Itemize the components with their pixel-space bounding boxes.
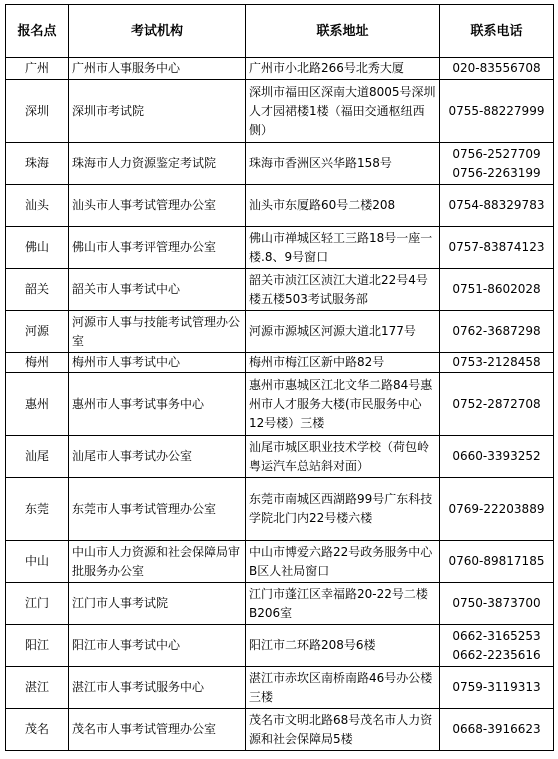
cell-phone bbox=[440, 436, 554, 478]
cell-org: 河源市人事与技能考试管理办公室 bbox=[69, 311, 246, 353]
cell-city: 深圳 bbox=[6, 80, 69, 143]
cell-city: 江门 bbox=[6, 583, 69, 625]
phone-number: 0756-2527709 bbox=[452, 146, 541, 161]
cell-org: 汕头市人事考试管理办公室 bbox=[69, 185, 246, 227]
cell-address: 深圳市福田区深南大道8005号深圳人才园裙楼1楼（福田交通枢纽西侧） bbox=[246, 80, 440, 143]
header-row bbox=[6, 5, 554, 58]
cell-city: 湛江 bbox=[6, 667, 69, 709]
cell-city: 佛山 bbox=[6, 227, 69, 269]
table-row bbox=[6, 353, 554, 373]
table-row bbox=[6, 269, 554, 311]
table-row bbox=[6, 625, 554, 667]
cell-city: 茂名 bbox=[6, 709, 69, 751]
phone-number: 0662-3165253 bbox=[452, 628, 541, 643]
cell-org: 阳江市人事考试中心 bbox=[69, 625, 246, 667]
cell-city: 韶关 bbox=[6, 269, 69, 311]
cell-address: 阳江市二环路208号6楼 bbox=[246, 625, 440, 667]
table-row bbox=[6, 709, 554, 751]
cell-address: 中山市博爱六路22号政务服务中心B区人社局窗口 bbox=[246, 541, 440, 583]
table-row bbox=[6, 58, 554, 80]
cell-org: 广州市人事服务中心 bbox=[69, 58, 246, 80]
cell-address: 佛山市禅城区轻工三路18号一座一楼.8、9号窗口 bbox=[246, 227, 440, 269]
cell-org: 珠海市人力资源鉴定考试院 bbox=[69, 143, 246, 185]
cell-city: 珠海 bbox=[6, 143, 69, 185]
cell-org: 汕尾市人事考试办公室 bbox=[69, 436, 246, 478]
cell-address: 广州市小北路266号北秀大厦 bbox=[246, 58, 440, 80]
table-row bbox=[6, 667, 554, 709]
phone-number: 0668-3916623 bbox=[452, 722, 541, 736]
table-row bbox=[6, 80, 554, 143]
cell-phone bbox=[440, 667, 554, 709]
cell-org: 佛山市人事考评管理办公室 bbox=[69, 227, 246, 269]
cell-phone bbox=[440, 311, 554, 353]
cell-org: 江门市人事考试院 bbox=[69, 583, 246, 625]
phone-number: 0751-8602028 bbox=[452, 282, 541, 296]
cell-address: 江门市蓬江区幸福路20-22号二楼B206室 bbox=[246, 583, 440, 625]
table-row bbox=[6, 311, 554, 353]
exam-contact-table-wrapper bbox=[5, 4, 553, 751]
cell-phone bbox=[440, 541, 554, 583]
phone-number: 0756-2263199 bbox=[452, 165, 541, 180]
table-row bbox=[6, 185, 554, 227]
cell-address: 湛江市赤坎区南桥南路46号办公楼三楼 bbox=[246, 667, 440, 709]
phone-number: 0769-22203889 bbox=[448, 501, 545, 516]
header-address: 联系地址 bbox=[246, 5, 440, 58]
cell-org: 湛江市人事考试服务中心 bbox=[69, 667, 246, 709]
table-body bbox=[6, 58, 554, 751]
cell-org: 韶关市人事考试中心 bbox=[69, 269, 246, 311]
phone-number: 0660-3393252 bbox=[452, 449, 541, 463]
cell-address: 梅州市梅江区新中路82号 bbox=[246, 353, 440, 373]
phone-number: 0757-83874123 bbox=[448, 240, 545, 254]
cell-org: 惠州市人事考试事务中心 bbox=[69, 373, 246, 436]
table-row bbox=[6, 478, 554, 541]
cell-org: 深圳市考试院 bbox=[69, 80, 246, 143]
cell-address: 韶关市浈江区浈江大道北22号4号楼五楼503考试服务部 bbox=[246, 269, 440, 311]
table-row bbox=[6, 541, 554, 583]
cell-city: 汕尾 bbox=[6, 436, 69, 478]
cell-city: 惠州 bbox=[6, 373, 69, 436]
cell-city: 梅州 bbox=[6, 353, 69, 373]
cell-org: 梅州市人事考试中心 bbox=[69, 353, 246, 373]
cell-city: 东莞 bbox=[6, 478, 69, 541]
header-phone: 联系电话 bbox=[440, 5, 554, 58]
cell-phone bbox=[440, 353, 554, 373]
cell-address: 汕尾市城区职业技术学校（荷包岭粤运汽车总站斜对面） bbox=[246, 436, 440, 478]
cell-city: 阳江 bbox=[6, 625, 69, 667]
phone-number: 0760-89817185 bbox=[448, 554, 545, 568]
cell-address: 惠州市惠城区江北文华二路84号惠州市人才服务大楼(市民服务中心12号楼）三楼 bbox=[246, 373, 440, 436]
table-row bbox=[6, 583, 554, 625]
cell-city: 河源 bbox=[6, 311, 69, 353]
phone-number: 0762-3687298 bbox=[452, 324, 541, 338]
table-row bbox=[6, 436, 554, 478]
phone-number: 0750-3873700 bbox=[452, 596, 541, 610]
cell-city: 汕头 bbox=[6, 185, 69, 227]
cell-phone bbox=[440, 185, 554, 227]
cell-phone bbox=[440, 709, 554, 751]
phone-number: 0752-2872708 bbox=[452, 396, 541, 411]
cell-address: 珠海市香洲区兴华路158号 bbox=[246, 143, 440, 185]
phone-number: 0753-2128458 bbox=[452, 355, 541, 369]
cell-org: 茂名市人事考试管理办公室 bbox=[69, 709, 246, 751]
cell-phone bbox=[440, 625, 554, 667]
cell-phone bbox=[440, 227, 554, 269]
phone-number: 0759-3119313 bbox=[452, 680, 541, 694]
cell-phone bbox=[440, 583, 554, 625]
header-org: 考试机构 bbox=[69, 5, 246, 58]
cell-city: 广州 bbox=[6, 58, 69, 80]
phone-number: 0754-88329783 bbox=[448, 198, 545, 212]
cell-phone bbox=[440, 80, 554, 143]
cell-address: 汕头市东厦路60号二楼208 bbox=[246, 185, 440, 227]
table-header bbox=[6, 5, 554, 58]
cell-phone bbox=[440, 373, 554, 436]
cell-phone bbox=[440, 143, 554, 185]
cell-address: 河源市源城区河源大道北177号 bbox=[246, 311, 440, 353]
phone-number: 0755-88227999 bbox=[448, 103, 545, 118]
cell-phone bbox=[440, 478, 554, 541]
table-row bbox=[6, 143, 554, 185]
phone-number: 0662-2235616 bbox=[452, 647, 541, 662]
cell-phone bbox=[440, 269, 554, 311]
table-row bbox=[6, 227, 554, 269]
cell-address: 茂名市文明北路68号茂名市人力资源和社会保障局5楼 bbox=[246, 709, 440, 751]
phone-number: 020-83556708 bbox=[452, 61, 541, 75]
header-city: 报名点 bbox=[6, 5, 69, 58]
exam-contact-table bbox=[5, 4, 554, 751]
cell-org: 东莞市人事考试管理办公室 bbox=[69, 478, 246, 541]
cell-phone bbox=[440, 58, 554, 80]
cell-org: 中山市人力资源和社会保障局审批服务办公室 bbox=[69, 541, 246, 583]
cell-city: 中山 bbox=[6, 541, 69, 583]
cell-address: 东莞市南城区西湖路99号广东科技学院北门内22号楼六楼 bbox=[246, 478, 440, 541]
table-row bbox=[6, 373, 554, 436]
